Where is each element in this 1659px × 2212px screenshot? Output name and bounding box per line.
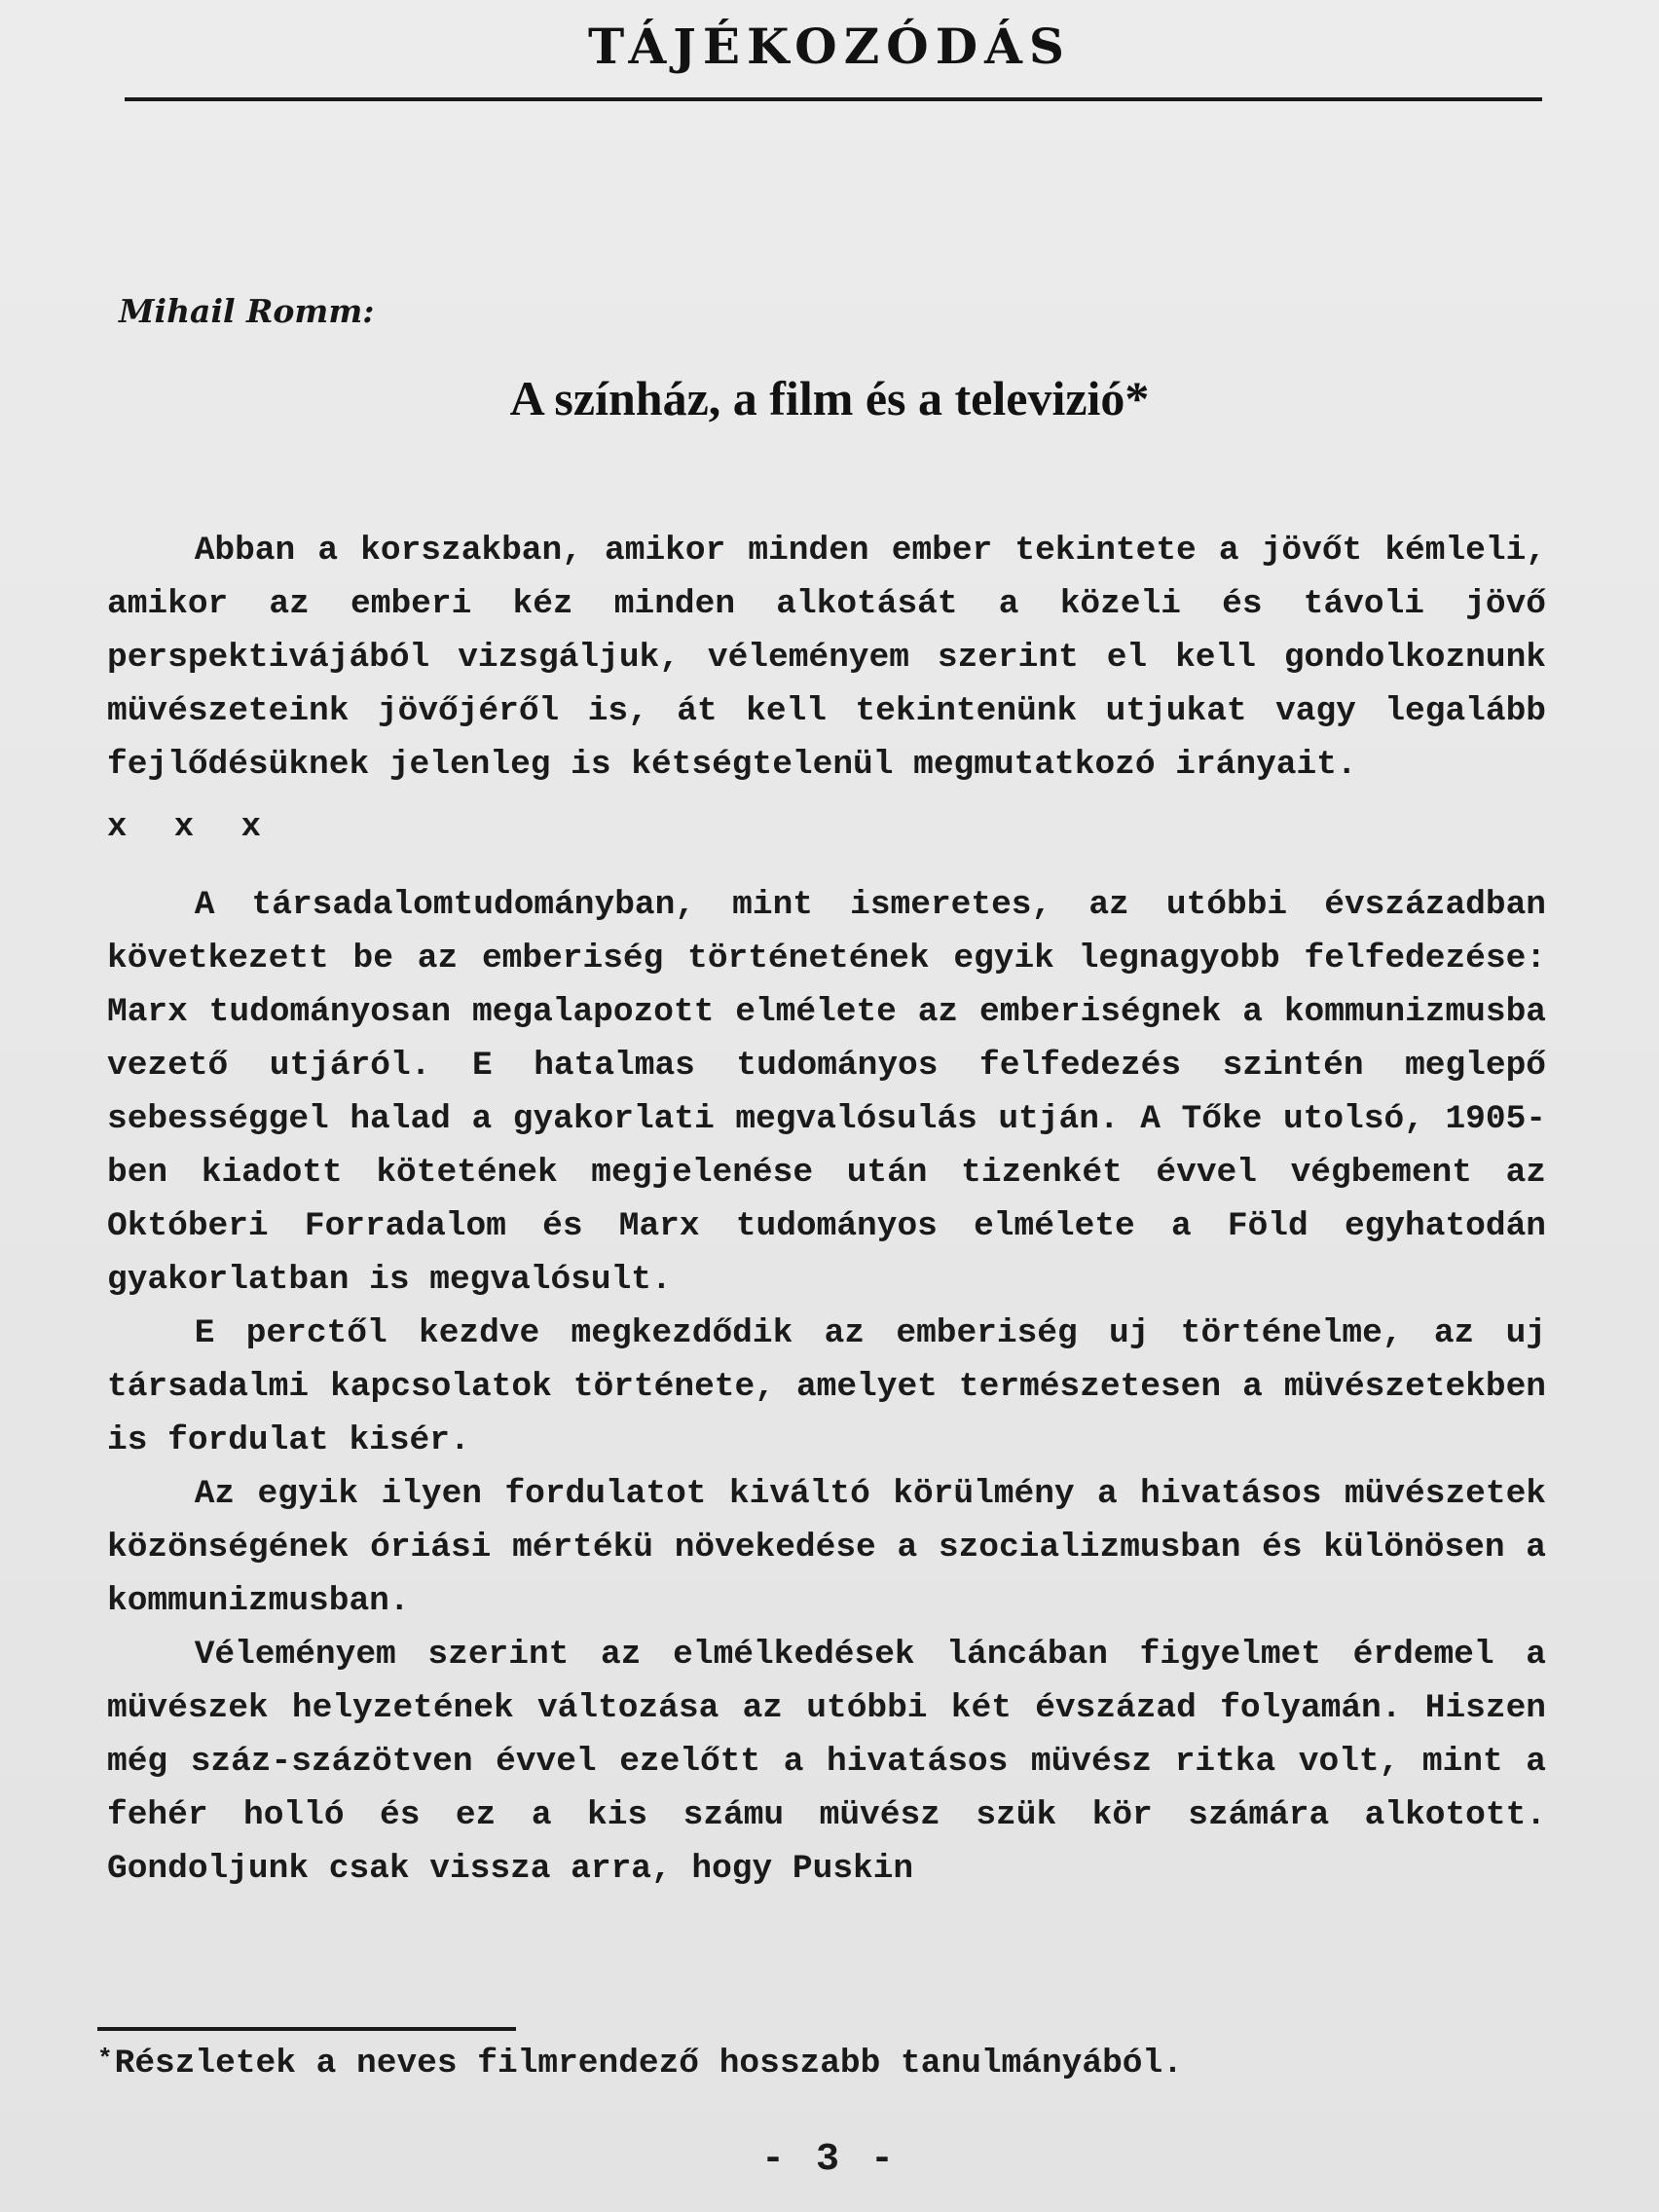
paragraph: Véleményem szerint az elmélkedések láncában figyelmet érdemel a müvészek helyzetének változása az utóbbi két évszázad folyamán. Hiszen még száz-százötven évvel ezelőtt a hivatásos müvész ritka volt, mint a fehér holló és ez a kis számu müvész szük kör számára alkotott. Gondoljunk csak vissza arra, hogy Puskin [107,1636,1546,1888]
paragraph: E perctől kezdve megkezdődik az emberiség uj történelme, az uj társadalmi kapcsolatok története, amelyet természetesen a müvészetekben is fordulat kisér. [107,1314,1546,1459]
footnote-mark: * [97,2045,113,2074]
header-rule [125,97,1542,101]
article-body [107,524,1546,1896]
paragraph: Az egyik ilyen fordulatot kiváltó körülmény a hivatásos müvészetek közönségének óriási mértékü növekedése a szocializmusban és különösen a kommunizmusban. [107,1475,1546,1620]
footnote-rule [97,2027,516,2031]
footnote [97,2045,1183,2083]
page-number: - 3 - [760,2138,899,2182]
author-name: Mihail Romm: [119,292,375,330]
intro-paragraph: Abban a korszakban, amikor minden ember tekintete a jövőt kémleli, amikor az emberi kéz minden alkotását a közeli és távoli jövő perspektivájából vizsgáljuk, véleményem szerint el kell gondolkoznunk müvészeteink jövőjéről is, át kell tekintenünk utjukat vagy legalább fejlődésüknek jelenleg is kétségtelenül megmutatkozó irányait. [107,532,1546,784]
section-header: TÁJÉKOZÓDÁS [587,18,1072,75]
footnote-text: Részletek a neves filmrendező hosszabb tanulmányából. [114,2045,1183,2083]
section-separator: x x x [107,809,276,846]
paragraph: A társadalomtudományban, mint ismeretes, az utóbbi évszázadban következett be az emberiség történetének egyik legnagyobb felfedezése: Marx tudományosan megalapozott elmélete az emberiségnek a kommunizmusba vezető utjáról. E hatalmas tudományos felfedezés szintén meglepő sebességgel halad a gyakorlati megvalósulás utján. A Tőke utolsó, 1905-ben kiadott kötetének megjelenése után tizenkét évvel végbement az Októberi Forradalom és Marx tudományos elmélete a Föld egyhatodán gyakorlatban is megvalósult. [107,886,1546,1299]
article-title: A színház, a film és a televizió* [509,371,1150,425]
